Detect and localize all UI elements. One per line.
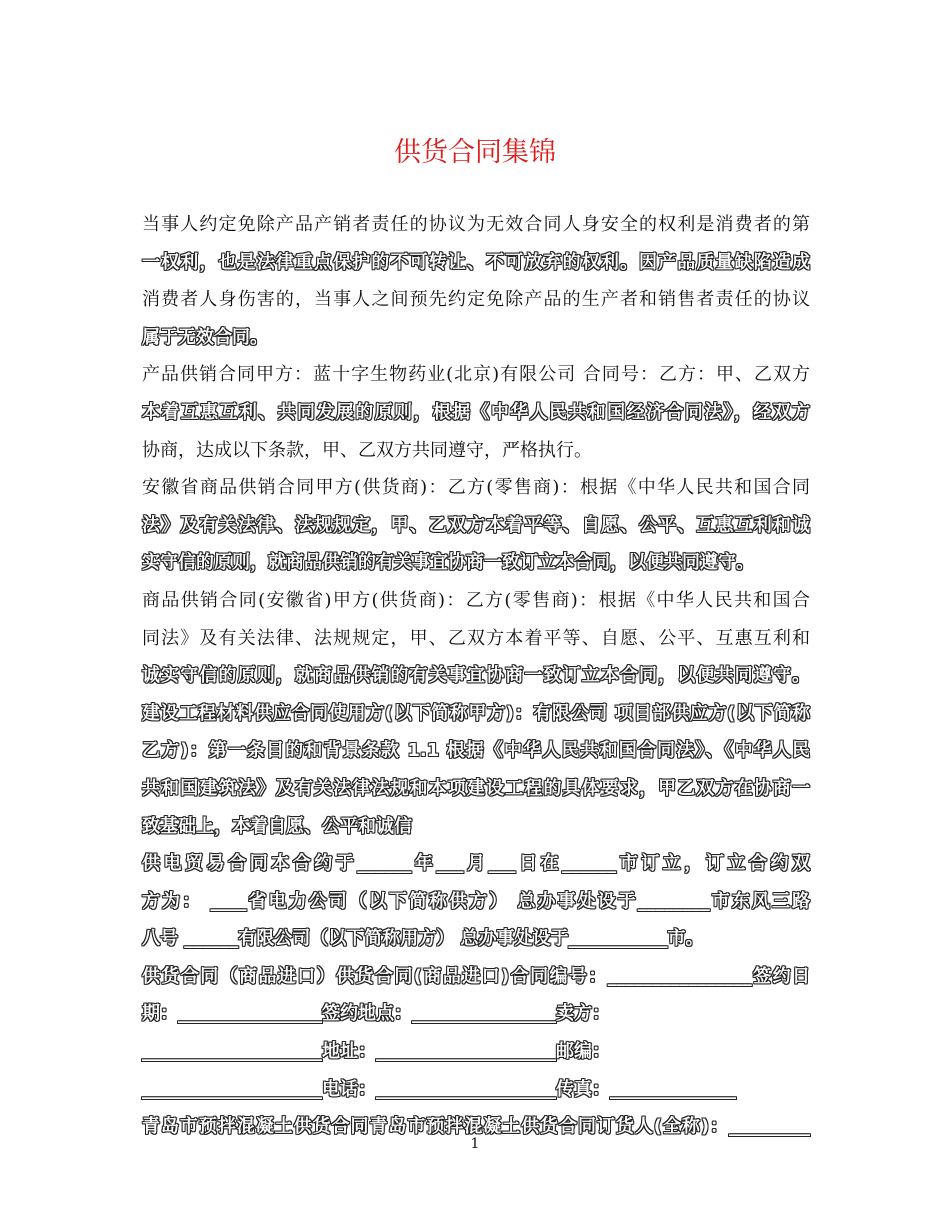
text-line: 八号 ______有限公司（以下简称用方） 总办事处设于___________市。 [142,928,704,950]
text-line: 期：________________签约地点：________________卖方： [142,1003,610,1025]
text-line: 本着互惠互利、共同发展的原则，根据《中华人民共和国经济合同法》，经双方 [142,401,810,423]
page-number: 1 [470,1136,480,1152]
text-line: 供货合同（商品进口）供货合同(商品进口)合同编号：________________签约日 [142,965,810,987]
text-line: 同法》及有关法律、法规规定，甲、乙双方本着平等、自愿、公平、互惠互利和 [142,627,810,649]
text-line: 共和国建筑法》及有关法律法规和本项建设工程的具体要求，甲乙双方在协商一 [142,777,810,799]
text-line: 属于无效合同。 [142,326,268,348]
text-line: 方为： ____省电力公司（以下简称供方） 总办事处设于________市东风三路 [142,890,810,912]
text-line: ____________________电话：____________________传真：______________ [142,1078,736,1100]
text-line: 当事人约定免除产品产销者责任的协议为无效合同人身安全的权利是消费者的第 [142,214,810,235]
document-body [142,206,810,1146]
document-title: 供货合同集锦 [394,137,556,168]
text-line: 建设工程材料供应合同使用方(以下简称甲方)：有限公司 项目部供应方(以下简称 [142,702,810,724]
text-line: 商品供销合同(安徽省)甲方(供货商)：乙方(零售商)：根据《中华人民共和国合 [142,589,810,611]
text-line: 诚实守信的原则，就商品供销的有关事宜协商一致订立本合同，以便共同遵守。 [142,665,810,687]
text-line: 实守信的原则，就商品供销的有关事宜协商一致订立本合同，以便共同遵守。 [142,552,754,574]
text-line: 法》及有关法律、法规规定，甲、乙双方本着平等、自愿、公平、互惠互利和诚 [142,514,810,536]
text-line: 消费者人身伤害的，当事人之间预先约定免除产品的生产者和销售者责任的协议 [142,289,810,311]
text-line: 致基础上，本着自愿、公平和诚信 [142,815,412,837]
text-line: 青岛市预拌混凝土供货合同青岛市预拌混凝土供货合同订货人(全称)：_________ [142,1116,810,1138]
text-line: 安徽省商品供销合同甲方(供货商)：乙方(零售商)：根据《中华人民共和国合同 [142,477,810,499]
text-line: 一权利，也是法律重点保护的不可转让、不可放弃的权利。因产品质量缺陷造成 [142,251,810,273]
text-line: ____________________地址：____________________邮编： [142,1041,610,1063]
text-line: 产品供销合同甲方：蓝十字生物药业(北京)有限公司 合同号：乙方：甲、乙双方 [142,364,810,386]
text-line: 供电贸易合同本合约于______年___月___日在______市订立，订立合约双 [142,853,810,875]
text-line: 协商，达成以下条款，甲、乙双方共同遵守，严格执行。 [142,439,592,461]
text-line: 乙方)：第一条目的和背景条款 1.1 根据《中华人民共和国合同法》、《中华人民 [142,740,810,762]
